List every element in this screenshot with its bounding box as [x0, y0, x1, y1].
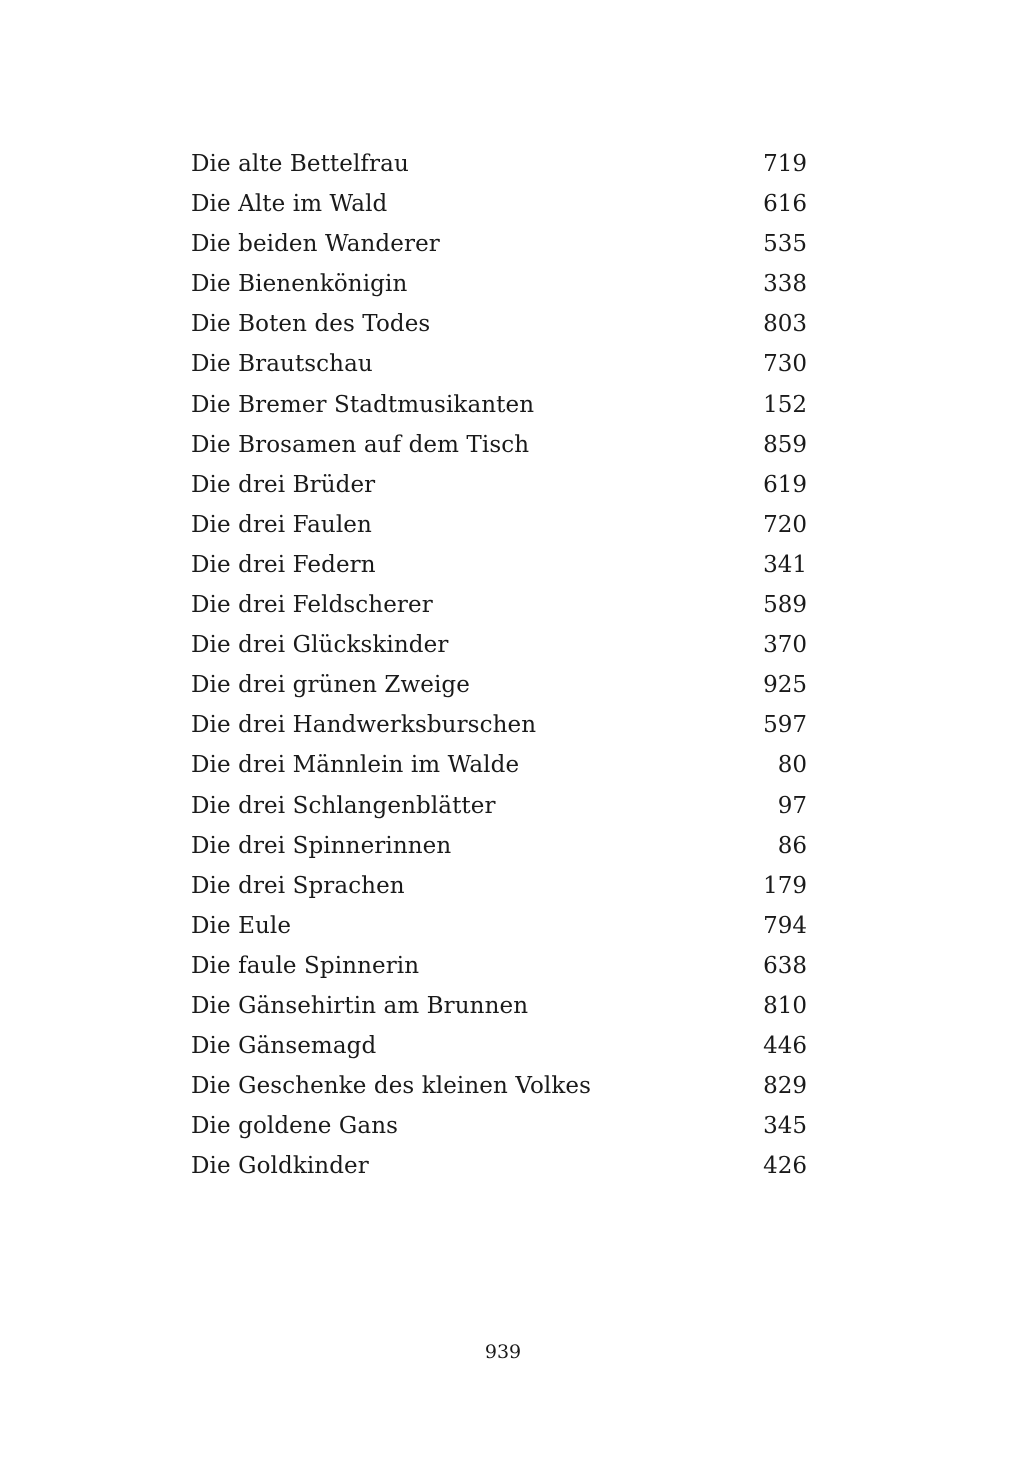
toc-entry-title: Die Alte im Wald — [191, 191, 388, 218]
toc-entry-title: Die drei Sprachen — [191, 872, 405, 899]
toc-entry-title: Die goldene Gans — [191, 1113, 399, 1140]
toc-entry-page: 152 — [763, 391, 807, 418]
toc-entry — [191, 1066, 807, 1106]
page-number: 939 — [484, 1341, 522, 1363]
toc-entry — [191, 425, 807, 465]
toc-entry — [191, 224, 807, 264]
toc-entry-title: Die Eule — [191, 912, 292, 939]
toc-entry-title: Die Boten des Todes — [191, 311, 431, 338]
toc-entry-title: Die Bienenkönigin — [191, 271, 408, 298]
toc-entry — [191, 1106, 807, 1146]
toc-entry-title: Die Brautschau — [191, 351, 373, 378]
toc-entry — [191, 705, 807, 745]
toc-entry-title: Die drei grünen Zweige — [191, 672, 470, 699]
toc-entry-page: 803 — [763, 311, 807, 338]
toc-entry-title: Die faule Spinnerin — [191, 952, 420, 979]
toc-entry — [191, 665, 807, 705]
toc-entry — [191, 946, 807, 986]
toc-entry-page: 589 — [763, 592, 807, 619]
toc-entry-title: Die drei Federn — [191, 551, 376, 578]
toc-entry — [191, 585, 807, 625]
toc-entry-page: 80 — [777, 752, 807, 779]
toc-entry-page: 341 — [763, 551, 807, 578]
toc-entry-page: 619 — [763, 471, 807, 498]
toc-entry-page: 829 — [763, 1073, 807, 1100]
toc-entry-page: 426 — [763, 1153, 807, 1180]
toc-entry-page: 794 — [763, 912, 807, 939]
toc-entry-title: Die drei Männlein im Walde — [191, 752, 520, 779]
toc-entry-page: 719 — [763, 151, 807, 177]
toc-entry — [191, 505, 807, 545]
toc-entry-title: Die drei Schlangenblätter — [191, 792, 496, 819]
toc-entry-title: Die Bremer Stadtmusikanten — [191, 391, 535, 418]
toc-entry — [191, 304, 807, 344]
table-of-contents — [191, 144, 807, 1186]
toc-entry — [191, 465, 807, 505]
toc-entry-page: 446 — [763, 1033, 807, 1060]
toc-entry-page: 345 — [763, 1113, 807, 1140]
toc-entry-title: Die Goldkinder — [191, 1153, 369, 1180]
toc-entry-title: Die drei Spinnerinnen — [191, 832, 452, 859]
toc-entry-page: 97 — [777, 792, 807, 819]
toc-entry — [191, 1026, 807, 1066]
toc-entry-title: Die drei Glückskinder — [191, 632, 449, 659]
toc-entry — [191, 906, 807, 946]
toc-entry — [191, 986, 807, 1026]
toc-entry-page: 859 — [763, 431, 807, 458]
toc-entry-page: 616 — [763, 191, 807, 218]
toc-entry — [191, 344, 807, 384]
toc-entry — [191, 184, 807, 224]
toc-entry-page: 810 — [763, 992, 807, 1019]
toc-entry — [191, 745, 807, 785]
toc-entry-title: Die Gänsehirtin am Brunnen — [191, 992, 529, 1019]
toc-entry — [191, 1146, 807, 1186]
toc-entry-page: 179 — [763, 872, 807, 899]
toc-entry — [191, 866, 807, 906]
toc-entry-page: 535 — [763, 231, 807, 258]
toc-entry-title: Die Gänsemagd — [191, 1033, 377, 1060]
toc-entry-title: Die Geschenke des kleinen Volkes — [191, 1073, 591, 1100]
toc-entry-title: Die drei Faulen — [191, 511, 372, 538]
toc-entry-page: 720 — [763, 511, 807, 538]
toc-entry — [191, 786, 807, 826]
toc-entry — [191, 826, 807, 866]
toc-entry-page: 730 — [763, 351, 807, 378]
toc-entry — [191, 545, 807, 585]
toc-entry-page: 638 — [763, 952, 807, 979]
toc-entry — [191, 264, 807, 304]
toc-entry-title: Die drei Handwerksburschen — [191, 712, 537, 739]
toc-entry-title: Die drei Feldscherer — [191, 592, 433, 619]
toc-entry — [191, 144, 807, 184]
toc-entry-page: 338 — [763, 271, 807, 298]
toc-entry-title: Die drei Brüder — [191, 471, 376, 498]
toc-entry-page: 925 — [763, 672, 807, 699]
toc-entry-title: Die beiden Wanderer — [191, 231, 440, 258]
toc-entry-page: 597 — [763, 712, 807, 739]
toc-entry-title: Die Brosamen auf dem Tisch — [191, 431, 530, 458]
toc-entry-page: 370 — [763, 632, 807, 659]
toc-entry — [191, 385, 807, 425]
toc-entry-title: Die alte Bettelfrau — [191, 151, 409, 177]
toc-entry-page: 86 — [777, 832, 807, 859]
toc-entry — [191, 625, 807, 665]
